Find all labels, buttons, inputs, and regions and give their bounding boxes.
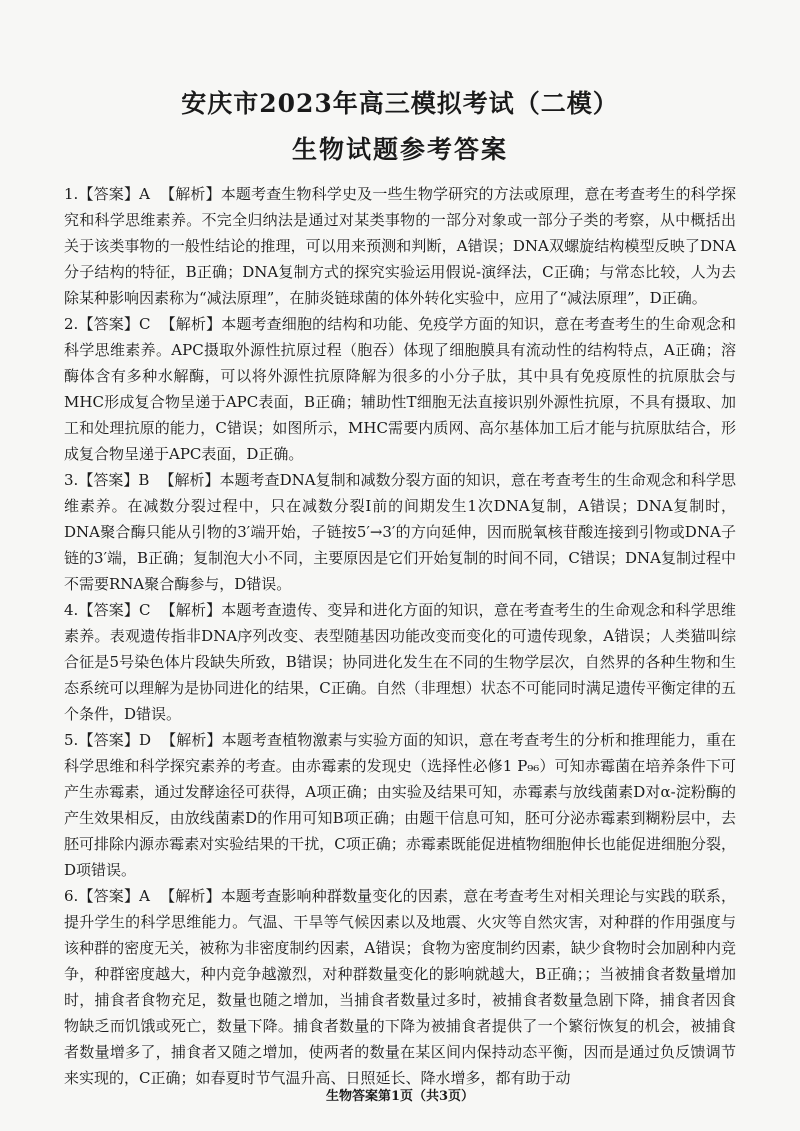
page-subtitle: 生物试题参考答案 (291, 135, 508, 164)
item-number: 4. (64, 601, 79, 619)
page-footer: 生物答案第1页（共3页） (325, 1089, 475, 1104)
item-number: 6. (64, 887, 79, 905)
answer-item-2 (64, 311, 736, 467)
item-answer: 【答案】C (78, 601, 151, 619)
answer-item-4 (64, 597, 736, 727)
answer-item-6 (64, 883, 736, 1091)
item-number: 1. (64, 185, 79, 203)
item-number: 5. (64, 731, 79, 749)
answer-body (64, 181, 736, 1091)
item-answer: 【答案】B (78, 471, 150, 489)
item-answer: 【答案】D (78, 731, 151, 749)
item-analysis: 【解析】本题考查DNA复制和减数分裂方面的知识，意在考查考生的生命观念和科学思维素养。在减数分裂过程中，只在减数分裂Ⅰ前的间期发生1次DNA复制，A错误；DNA复制时，DNA聚合酶只能从引物的3′端开始，子链按5′→3′的方向延伸，因而脱氧核苷酸连接到引物或DNA子链的3′端，B正确；复制泡大小不同，主要原因是它们开始复制的时间不同，C错误；DNA复制过程中不需要RNA聚合酶参与，D错误。 (64, 471, 736, 593)
item-analysis: 【解析】本题考查影响种群数量变化的因素，意在考查考生对相关理论与实践的联系，提升学生的科学思维能力。气温、干旱等气候因素以及地震、火灾等自然灾害，对种群的作用强度与该种群的密度无关，被称为非密度制约因素，A错误；食物为密度制约因素，缺少食物时会加剧种内竞争，种群密度越大，种内竞争越激烈，对种群数量变化的影响就越大，B正确；；当被捕食者数量增加时，捕食者食物充足，数量也随之增加，当捕食者数量过多时，被捕食者数量急剧下降，捕食者因食物缺乏而饥饿或死亡，数量下降。捕食者数量的下降为被捕食者提供了一个繁衍恢复的机会，被捕食者数量增多了，捕食者又随之增加，使两者的数量在某区间内保持动态平衡，因而是通过负反馈调节来实现的，C正确；如春夏时节气温升高、日照延长、降水增多，都有助于动 (64, 887, 736, 1087)
item-number: 3. (64, 471, 79, 489)
answer-item-3 (64, 467, 736, 597)
answer-item-5 (64, 727, 736, 883)
answer-item-1 (64, 181, 736, 311)
item-answer: 【答案】C (78, 315, 151, 333)
item-number: 2. (64, 315, 79, 333)
page-title: 安庆市2023年高三模拟考试（二模） (181, 89, 619, 118)
item-analysis: 【解析】本题考查生物科学史及一些生物学研究的方法或原理，意在考查考生的科学探究和科学思维素养。不完全归纳法是通过对某类事物的一部分对象或一部分子类的考察，从中概括出关于该类事物的一般性结论的推理，可以用来预测和判断，A错误；DNA双螺旋结构模型反映了DNA分子结构的特征，B正确；DNA复制方式的探究实验运用假说-演绎法，C正确；与常态比较，人为去除某种影响因素称为“减法原理”，在肺炎链球菌的体外转化实验中，应用了“减法原理”，D正确。 (64, 185, 736, 307)
item-answer: 【答案】A (78, 887, 150, 905)
item-analysis: 【解析】本题考查植物激素与实验方面的知识，意在考查考生的分析和推理能力，重在科学思维和科学探究素养的考查。由赤霉素的发现史（选择性必修1 P₉₆）可知赤霉菌在培养条件下可产生赤霉素，通过发酵途径可获得，A项正确；由实验及结果可知，赤霉素与放线菌素D对α-淀粉酶的产生效果相反，由放线菌素D的作用可知B项正确；由题干信息可知，胚可分泌赤霉素到糊粉层中，去胚可排除内源赤霉素对实验结果的干扰，C项正确；赤霉素既能促进植物细胞伸长也能促进细胞分裂，D项错误。 (64, 731, 736, 879)
item-analysis: 【解析】本题考查遗传、变异和进化方面的知识，意在考查考生的生命观念和科学思维素养。表观遗传指非DNA序列改变、表型随基因功能改变而变化的可遗传现象，A错误；人类猫叫综合征是5号染色体片段缺失所致，B错误；协同进化发生在不同的生物学层次，自然界的各种生物和生态系统可以理解为是协同进化的结果，C正确。自然（非理想）状态不可能同时满足遗传平衡定律的五个条件，D错误。 (64, 601, 736, 723)
item-answer: 【答案】A (78, 185, 150, 203)
item-analysis: 【解析】本题考查细胞的结构和功能、免疫学方面的知识，意在考查考生的生命观念和科学思维素养。APC摄取外源性抗原过程（胞吞）体现了细胞膜具有流动性的结构特点，A正确；溶酶体含有多种水解酶，可以将外源性抗原降解为很多的小分子肽，其中具有免疫原性的抗原肽会与MHC形成复合物呈递于APC表面，B正确；辅助性T细胞无法直接识别外源性抗原，不具有摄取、加工和处理抗原的能力，C错误；如图所示，MHC需要内质网、高尔基体加工后才能与抗原肽结合，形成复合物呈递于APC表面，D正确。 (64, 315, 736, 463)
